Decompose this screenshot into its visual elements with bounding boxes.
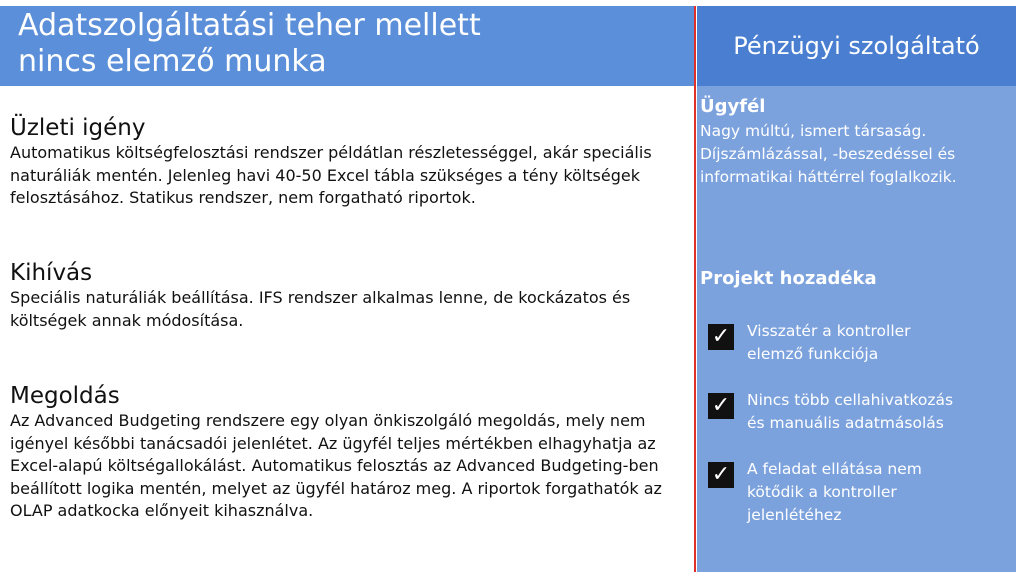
benefit-line: Visszatér a kontroller xyxy=(747,322,911,340)
section-body: Az Advanced Budgeting rendszere egy olyan önkiszolgáló megoldás, mely nem igényel későbbi tanácsadói jelenlétet. Az ügyfél teljes mértékben elhagyhatja az Excel-alapú költségallokálást. Automatikus felosztás az Advanced Budgeting-ben beállított logika mentén, melyet az ügyfél határoz meg. A riportok forgathatók az OLAP adatkocka előnyeit kihasználva. xyxy=(10,411,662,520)
client-line: Díjszámlázással, -beszedéssel és xyxy=(700,145,956,163)
side-header: Pénzügyi szolgáltató xyxy=(697,6,1016,86)
client-description xyxy=(700,120,1010,189)
section-challenge xyxy=(10,259,690,332)
section-heading: Üzleti igény xyxy=(10,115,146,141)
page-title-line-2: nincs elemző munka xyxy=(18,44,327,79)
benefit-line: jelenlétéhez xyxy=(747,506,842,524)
benefit-line: kötődik a kontroller xyxy=(747,483,897,501)
benefit-line: Nincs több cellahivatkozás xyxy=(747,391,954,409)
section-heading: Kihívás xyxy=(10,260,93,286)
benefit-text xyxy=(747,320,1007,366)
benefit-line: és manuális adatmásolás xyxy=(747,414,944,432)
page-title xyxy=(18,8,688,80)
checkbox-checked-icon: ✓ xyxy=(708,462,734,488)
client-heading: Ügyfél xyxy=(700,96,766,117)
benefits-heading: Projekt hozadéka xyxy=(700,268,877,289)
checkbox-checked-icon: ✓ xyxy=(708,324,734,350)
section-body: Automatikus költségfelosztási rendszer példátlan részletességgel, akár speciális naturáliák mentén. Jelenleg havi 40-50 Excel tábla szükséges a tény költségek felosztásához. Statikus rendszer, nem forgatható riportok. xyxy=(10,143,652,207)
section-body: Speciális naturáliák beállítása. IFS rendszer alkalmas lenne, de kockázatos és költségek annak módosítása. xyxy=(10,288,631,330)
benefit-line: A feladat ellátása nem xyxy=(747,460,922,478)
client-line: Nagy múltú, ismert társaság. xyxy=(700,122,927,140)
section-heading: Megoldás xyxy=(10,383,120,409)
benefit-text xyxy=(747,458,1007,527)
divider-line xyxy=(694,6,696,572)
section-solution xyxy=(10,382,690,523)
section-business-need xyxy=(10,114,690,210)
client-line: informatikai háttérrel foglalkozik. xyxy=(700,168,957,186)
checkbox-checked-icon: ✓ xyxy=(708,393,734,419)
page-title-line-1: Adatszolgáltatási teher mellett xyxy=(18,8,481,43)
benefit-text xyxy=(747,389,1007,435)
benefit-line: elemző funkciója xyxy=(747,345,879,363)
